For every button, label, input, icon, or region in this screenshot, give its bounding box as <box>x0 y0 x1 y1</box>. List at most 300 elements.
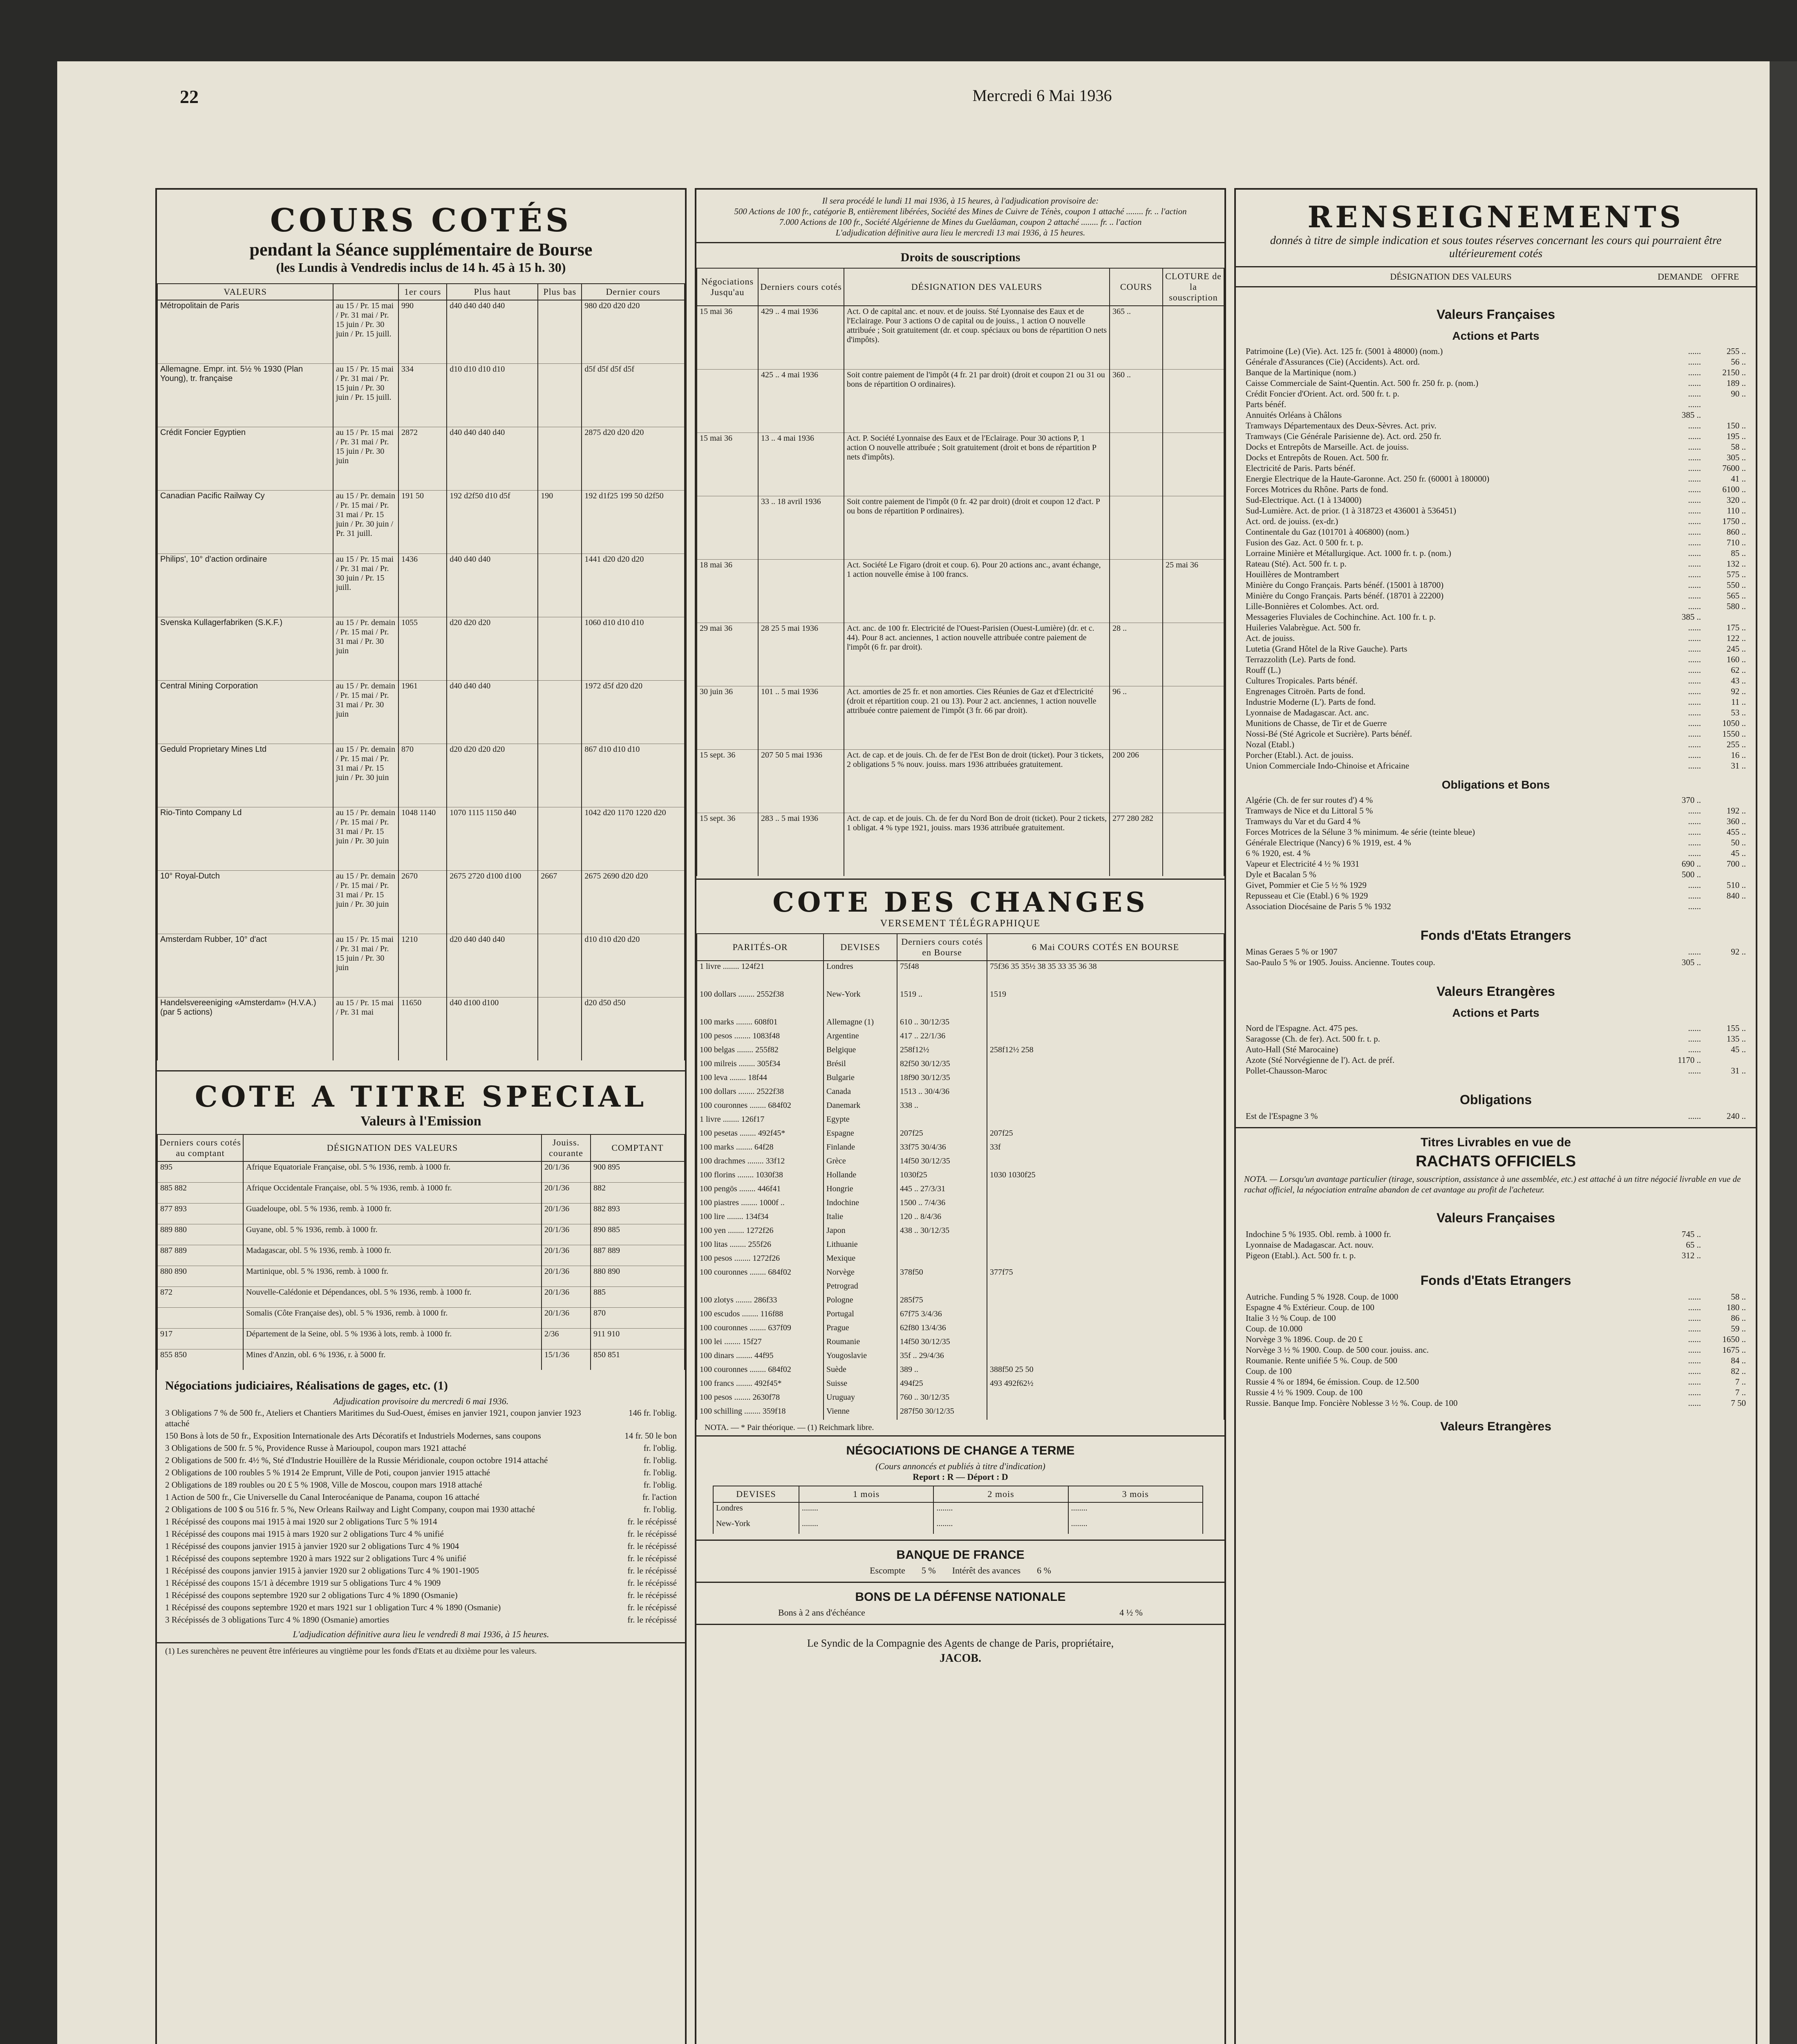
item-demande: ...... <box>1688 633 1701 643</box>
cell-dernier: 610 .. 30/12/35 <box>897 1017 987 1031</box>
cell-high: d20 d20 d20 <box>447 617 538 681</box>
cell-parite: 100 zlotys ........ 286f33 <box>697 1295 824 1309</box>
cell-name: Act. de cap. et de jouis. Ch. de fer de l'Est Bon de droit (ticket). Pour 3 tickets, 2 obligations 5 % nouv. jouiss. mars 1936 attribuées gratuitement. <box>844 750 1110 813</box>
item-demande: 385 .. <box>1681 410 1701 420</box>
item-demande: ...... <box>1688 559 1701 569</box>
note-line: Il sera procédé le lundi 11 mai 1936, à 15 heures, à l'adjudication provisoire de: <box>822 196 1099 206</box>
item-offre: 92 .. <box>1731 686 1746 696</box>
cell-dernier: 62f80 13/4/36 <box>897 1322 987 1336</box>
col-header: DÉSIGNATION DES VALEURS <box>844 268 1110 306</box>
col-header: CLOTURE de la souscription <box>1163 268 1224 306</box>
cell-m2: ........ <box>933 1502 1068 1518</box>
table-row <box>157 554 685 617</box>
list-item <box>1246 1044 1746 1055</box>
item-name: Repusseau et Cie (Etabl.) 6 % 1929 <box>1246 891 1368 901</box>
item-offre: 11 .. <box>1731 697 1746 707</box>
escompte-value: 5 % <box>921 1565 936 1576</box>
item-offre <box>1701 1055 1746 1065</box>
item-offre: 58 .. <box>1731 1292 1746 1302</box>
cell-cloture <box>1163 370 1224 433</box>
item-name: Industrie Moderne (L'). Parts de fond. <box>1246 697 1376 707</box>
adjudication-note <box>696 190 1224 240</box>
list-item <box>1246 601 1746 612</box>
list-item <box>157 1430 685 1442</box>
cell-dernier: 14f50 30/12/35 <box>897 1336 987 1350</box>
item-name: Lyonnaise de Madagascar. Act. nouv. <box>1246 1240 1374 1250</box>
table-row <box>697 1197 1224 1211</box>
cell-cours <box>987 1406 1224 1420</box>
cell-cloture <box>1163 623 1224 686</box>
cell-cours <box>987 1197 1224 1211</box>
item-name: Russie 4 % or 1894, 6e émission. Coup. de 12.500 <box>1246 1377 1419 1387</box>
item-demande: ...... <box>1688 901 1701 911</box>
col-header: Négociations Jusqu'au <box>697 268 758 306</box>
list-item <box>1246 1250 1746 1261</box>
cell-last: 192 d1f25 199 50 d2f50 <box>582 491 685 554</box>
table-row <box>697 496 1224 560</box>
list-item <box>1246 346 1746 356</box>
col-header: DEVISES <box>713 1486 799 1502</box>
table-row <box>157 1349 685 1370</box>
item-text: 1 Récépissé des coupons 15/1 à décembre 1919 sur 5 obligations Turc 4 % 1909 <box>165 1578 441 1588</box>
item-offre: 255 .. <box>1726 740 1746 749</box>
item-demande: ...... <box>1688 1044 1701 1054</box>
item-name: Messageries Fluviales de Cochinchine. Act. 100 fr. t. p. <box>1246 612 1436 622</box>
list-item <box>1246 890 1746 901</box>
cell-low: 190 <box>538 491 582 554</box>
cell-cours: 493 492f62½ <box>987 1378 1224 1392</box>
cell-last: 28 25 5 mai 1936 <box>758 623 844 686</box>
item-demande: ...... <box>1688 346 1701 356</box>
table-row <box>697 1211 1224 1225</box>
item-demande: ...... <box>1688 1398 1701 1408</box>
item-demande: 500 .. <box>1681 870 1701 879</box>
cell-cours: 1519 <box>987 989 1224 1017</box>
cell-devise: Finlande <box>824 1142 897 1156</box>
cell-dernier <box>897 1281 987 1295</box>
table-row <box>697 1142 1224 1156</box>
item-demande: ...... <box>1688 591 1701 601</box>
cell-last: 1972 d5f d20 d20 <box>582 681 685 744</box>
item-offre: 6100 .. <box>1722 484 1746 494</box>
cell-dernier: 67f75 3/4/36 <box>897 1309 987 1322</box>
item-name: Norvège 3 ½ % 1900. Coup. de 500 cour. jouiss. anc. <box>1246 1345 1429 1355</box>
item-name: Electricité de Paris. Parts bénéf. <box>1246 463 1356 473</box>
item-offre: 132 .. <box>1726 559 1746 569</box>
table-row <box>697 989 1224 1017</box>
cell-parite: 100 marks ........ 608f01 <box>697 1017 824 1031</box>
list-item <box>1246 420 1746 431</box>
item-demande: 1170 .. <box>1678 1055 1701 1065</box>
cell-devise: New-York <box>824 989 897 1017</box>
item-demande: ...... <box>1688 506 1701 515</box>
item-demande: ...... <box>1688 1356 1701 1365</box>
item-name: Sud-Lumière. Act. de prior. (1 à 318723 et 436001 à 536451) <box>1246 506 1456 515</box>
cote-special-subtitle: Valeurs à l'Emission <box>360 1114 481 1129</box>
cell-m3: ........ <box>1068 1518 1203 1534</box>
bons-title: BONS DE LA DÉFENSE NATIONALE <box>855 1590 1066 1604</box>
cell-parite: 100 milreis ........ 305f34 <box>697 1058 824 1072</box>
cell-cours: 258f12½ 258 <box>987 1044 1224 1058</box>
cell-last: 33 .. 18 avril 1936 <box>758 496 844 560</box>
cell-first: 191 50 <box>398 491 447 554</box>
item-name: Minière du Congo Français. Parts bénéf. (15001 à 18700) <box>1246 580 1444 590</box>
cell-devise: Mexique <box>824 1253 897 1267</box>
item-offre: 840 .. <box>1726 891 1746 901</box>
col-header: Derniers cours cotés en Bourse <box>897 934 987 961</box>
rachats-note: NOTA. — Lorsqu'un avantage particulier (tirage, souscription, assistance à une assemblée, etc.) est attaché à un titre négocié livrable en vue de rachat officiel, la négociation entraîne abandon de cet avantage au profit de l'acheteur. <box>1244 1174 1741 1195</box>
list-item <box>1246 837 1746 848</box>
item-demande: ...... <box>1688 548 1701 558</box>
list-item <box>1246 505 1746 516</box>
item-offre: 189 .. <box>1726 378 1746 388</box>
item-offre <box>1701 957 1746 968</box>
list-item <box>1246 590 1746 601</box>
item-offre <box>1701 399 1746 410</box>
item-name: Nozal (Etabl.) <box>1246 740 1294 749</box>
item-text: 2 Obligations de 100 $ ou 516 fr. 5 %, New Orleans Railway and Light Company, coupon mai 1930 attaché <box>165 1504 535 1514</box>
cell-m1: ........ <box>799 1502 933 1518</box>
cell-name: Afrique Occidentale Française, obl. 5 % 1936, remb. à 1000 fr. <box>243 1183 542 1204</box>
item-name: Autriche. Funding 5 % 1928. Coup. de 1000 <box>1246 1292 1399 1302</box>
cell-first: 334 <box>398 364 447 427</box>
cell-cours: 28 .. <box>1110 623 1163 686</box>
item-demande: ...... <box>1688 740 1701 749</box>
table-row <box>713 1502 1203 1518</box>
cell-parite: 100 leva ........ 18f44 <box>697 1072 824 1086</box>
item-name: Saragosse (Ch. de fer). Act. 500 fr. t. p. <box>1246 1034 1380 1044</box>
cell-terms: au 15 / Pr. 15 mai / Pr. 31 mai / Pr. 15 juin / Pr. 30 juin <box>333 427 398 491</box>
list-item <box>157 1479 685 1491</box>
negociations-intro: Adjudication provisoire du mercredi 6 mai 1936. <box>333 1396 509 1406</box>
table-row <box>697 1114 1224 1128</box>
list-item <box>1246 1398 1746 1408</box>
cell-cloture <box>1163 686 1224 750</box>
cell-terms: au 15 / Pr. demain / Pr. 15 mai / Pr. 31 mai / Pr. 15 juin / Pr. 30 juin <box>333 871 398 934</box>
item-text: 3 Obligations 7 % de 500 fr., Ateliers et Chantiers Maritimes du Sud-Ouest, émises en janvier 1921, coupon janvier 1923 attaché <box>165 1408 581 1428</box>
cell-terms: au 15 / Pr. demain / Pr. 15 mai / Pr. 31 mai / Pr. 15 juin / Pr. 30 juin / Pr. 31 juill. <box>333 491 398 554</box>
item-demande: ...... <box>1688 357 1701 367</box>
item-text: 1 Action de 500 fr., Cie Universelle du Canal Interocéanique de Panama, coupon 16 attaché <box>165 1492 480 1502</box>
item-demande: ...... <box>1688 947 1701 957</box>
cell-dernier <box>897 1239 987 1253</box>
cell-cours <box>987 1392 1224 1406</box>
cell-parite: 100 escudos ........ 116f88 <box>697 1309 824 1322</box>
cell-high: d20 d20 d20 d20 <box>447 744 538 807</box>
item-text: 150 Bons à lots de 50 fr., Exposition Internationale des Arts Décoratifs et Industriels Modernes, sans coupons <box>165 1431 541 1441</box>
item-text: 2 Obligations de 100 roubles 5 % 1914 2e Emprunt, Ville de Poti, coupon janvier 1915 attaché <box>165 1468 490 1477</box>
item-name: Italie 3 ½ % Coup. de 100 <box>1246 1313 1336 1323</box>
item-name: Act. ord. de jouiss. (ex-dr.) <box>1246 516 1338 526</box>
item-name: Docks et Entrepôts de Rouen. Act. 500 fr. <box>1246 453 1389 462</box>
cell-devise: Canada <box>824 1086 897 1100</box>
list-item <box>1246 739 1746 750</box>
cell-dernier <box>897 1114 987 1128</box>
item-text: 1 Récépissé des coupons septembre 1920 et mars 1921 sur 1 obligation Turc 4 % 1890 (Osmanie) <box>165 1602 501 1612</box>
cell-cloture <box>1163 306 1224 370</box>
item-offre: 86 .. <box>1731 1313 1746 1323</box>
cell-high: d10 d10 d10 d10 <box>447 364 538 427</box>
list-item <box>157 1528 685 1540</box>
cell-parite: 1 livre ........ 126f17 <box>697 1114 824 1128</box>
item-demande: ...... <box>1688 718 1701 728</box>
cell-parite: 100 piastres ........ 1000f .. <box>697 1197 824 1211</box>
cell-dernier: 35f .. 29/4/36 <box>897 1350 987 1364</box>
cell-high: d40 d40 d40 d40 <box>447 427 538 491</box>
cell-dernier: 1500 .. 7/4/36 <box>897 1197 987 1211</box>
item-name: Lyonnaise de Madagascar. Act. anc. <box>1246 708 1369 717</box>
cell-cours: 360 .. <box>1110 370 1163 433</box>
list-item <box>1246 665 1746 675</box>
list-item <box>157 1540 685 1552</box>
item-name: Union Commerciale Indo-Chinoise et Africaine <box>1246 761 1410 771</box>
cell-low <box>538 681 582 744</box>
list-item <box>1246 946 1746 957</box>
list-item <box>1246 495 1746 505</box>
cell-terms: au 15 / Pr. 15 mai / Pr. 31 mai <box>333 997 398 1061</box>
item-offre: 62 .. <box>1731 665 1746 675</box>
item-demande: ...... <box>1688 378 1701 388</box>
item-offre: 56 .. <box>1731 357 1746 367</box>
list-item <box>1246 388 1746 399</box>
item-offre: 320 .. <box>1726 495 1746 505</box>
item-demande: ...... <box>1688 654 1701 664</box>
item-offre: 53 .. <box>1731 708 1746 717</box>
cell-last: 917 <box>157 1329 243 1349</box>
cell-cours: 75f36 35 35½ 38 35 33 35 36 38 <box>987 961 1224 989</box>
item-offre: 110 .. <box>1727 506 1746 515</box>
cell-name: Nouvelle-Calédonie et Dépendances, obl. 5 % 1936, remb. à 1000 fr. <box>243 1287 542 1308</box>
list-item <box>1246 410 1746 420</box>
cell-cours: 388f50 25 50 <box>987 1364 1224 1378</box>
list-item <box>1246 452 1746 463</box>
item-name: Tramways de Nice et du Littoral 5 % <box>1246 806 1373 816</box>
cell-cloture <box>1163 433 1224 496</box>
col-header: DÉSIGNATION DES VALEURS <box>243 1134 542 1161</box>
item-offre: 1675 .. <box>1722 1345 1746 1355</box>
table-row <box>157 997 685 1061</box>
item-name: Parts bénéf. <box>1246 399 1287 409</box>
cell-dernier <box>897 1253 987 1267</box>
table-row <box>697 1336 1224 1350</box>
item-offre <box>1701 901 1746 912</box>
list-item <box>1246 1065 1746 1076</box>
cell-cpt: 882 893 <box>591 1204 685 1224</box>
list-item <box>157 1466 685 1479</box>
item-demande: ...... <box>1688 644 1701 654</box>
change-terme-title: NÉGOCIATIONS DE CHANGE A TERME <box>846 1444 1075 1457</box>
col-header: OFFRE <box>1711 271 1739 282</box>
item-offre: 510 .. <box>1726 880 1746 890</box>
table-row <box>697 1031 1224 1044</box>
list-item <box>1246 697 1746 707</box>
table-row <box>157 1266 685 1287</box>
list-item <box>1246 1033 1746 1044</box>
col-header: DÉSIGNATION DES VALEURS <box>1390 271 1512 282</box>
item-name: Tramways du Var et du Gard 4 % <box>1246 816 1361 826</box>
cell-parite: 100 pesos ........ 2630f78 <box>697 1392 824 1406</box>
item-name: Lorraine Minière et Métallurgique. Act. 1000 fr. t. p. (nom.) <box>1246 548 1451 558</box>
item-text: 1 Récépissé des coupons septembre 1920 à mars 1922 sur 2 obligations Turc 4 % unifié <box>165 1553 466 1563</box>
item-demande: 385 .. <box>1681 612 1701 622</box>
item-name: Minas Geraes 5 % or 1907 <box>1246 947 1338 957</box>
cell-devise: Argentine <box>824 1031 897 1044</box>
cell-cours: 365 .. <box>1110 306 1163 370</box>
cell-terms: au 15 / Pr. 15 mai / Pr. 31 mai / Pr. 15 juin / Pr. 30 juin / Pr. 15 juill. <box>333 300 398 364</box>
cell-cours: 96 .. <box>1110 686 1163 750</box>
item-demande: ...... <box>1688 516 1701 526</box>
cell-high: 2675 2720 d100 d100 <box>447 871 538 934</box>
item-demande: ...... <box>1688 750 1701 760</box>
cell-low <box>538 807 582 871</box>
item-price: 14 fr. 50 le bon <box>624 1431 677 1441</box>
list-item <box>1246 367 1746 378</box>
item-offre: 7 .. <box>1735 1387 1746 1397</box>
cell-terms: au 15 / Pr. demain / Pr. 15 mai / Pr. 31 mai / Pr. 15 juin / Pr. 30 juin <box>333 744 398 807</box>
item-price: fr. l'oblig. <box>643 1480 677 1490</box>
cell-name: Act. Société Le Figaro (droit et coup. 6). Pour 20 actions anc., avant échange, 1 action nouvelle émise à 100 francs. <box>844 560 1110 623</box>
cell-last: 429 .. 4 mai 1936 <box>758 306 844 370</box>
renseignements-header <box>1236 266 1756 287</box>
cell-devise: Londres <box>713 1502 799 1518</box>
list-item <box>1246 1355 1746 1366</box>
table-row <box>697 1225 1224 1239</box>
table-row <box>697 813 1224 876</box>
item-name: Générale Electrique (Nancy) 6 % 1919, est. 4 % <box>1246 838 1411 847</box>
cell-cpt: 887 889 <box>591 1245 685 1266</box>
list-item <box>157 1454 685 1466</box>
list-item <box>1246 848 1746 858</box>
list-item <box>1246 880 1746 890</box>
item-offre: 360 .. <box>1726 816 1746 826</box>
item-text: 1 Récépissé des coupons mai 1915 à mai 1920 sur 2 obligations Turc 5 % 1914 <box>165 1517 437 1526</box>
item-demande: ...... <box>1688 848 1701 858</box>
cell-devise: Suisse <box>824 1378 897 1392</box>
cell-last: 13 .. 4 mai 1936 <box>758 433 844 496</box>
item-name: Coup. de 10.000 <box>1246 1324 1302 1334</box>
item-price: fr. le récépissé <box>627 1566 677 1576</box>
cell-m1: ........ <box>799 1518 933 1534</box>
item-demande: ...... <box>1688 708 1701 717</box>
list-item <box>157 1407 685 1430</box>
cell-date <box>697 496 758 560</box>
col-header: DEVISES <box>824 934 897 961</box>
table-row <box>157 871 685 934</box>
item-offre: 150 .. <box>1726 421 1746 430</box>
list-item <box>1246 431 1746 442</box>
section-subtitle: Obligations et Bons <box>1441 778 1550 791</box>
list-item <box>157 1564 685 1577</box>
table-row <box>697 961 1224 989</box>
cell-cpt: 885 <box>591 1287 685 1308</box>
cell-devise: Petrograd <box>824 1281 897 1295</box>
cell-last <box>758 560 844 623</box>
list-item <box>1246 869 1746 880</box>
table-row <box>157 1204 685 1224</box>
cell-date: 15 mai 36 <box>697 306 758 370</box>
cell-cours <box>987 1336 1224 1350</box>
item-name: Tramways Départementaux des Deux-Sèvres. Act. priv. <box>1246 421 1437 430</box>
item-demande: ...... <box>1688 1034 1701 1044</box>
item-name: Huileries Valabrègue. Act. 500 fr. <box>1246 623 1361 632</box>
cell-n: Canadian Pacific Railway Cy <box>157 491 333 554</box>
item-name: Pollet-Chausson-Maroc <box>1246 1066 1327 1076</box>
cell-n: Central Mining Corporation <box>157 681 333 744</box>
table-row <box>157 491 685 554</box>
list-item <box>1246 686 1746 697</box>
item-price: fr. l'oblig. <box>643 1455 677 1465</box>
cell-low <box>538 427 582 491</box>
section-subtitle: Actions et Parts <box>1452 329 1540 342</box>
item-demande: ...... <box>1688 729 1701 739</box>
cell-parite: 100 pesetas ........ 492f45* <box>697 1128 824 1142</box>
table-row <box>697 1044 1224 1058</box>
item-demande: ...... <box>1688 1377 1701 1387</box>
cell-cours <box>987 1086 1224 1100</box>
avances-label: Intérêt des avances <box>952 1565 1021 1576</box>
list-item <box>1246 1366 1746 1376</box>
item-offre: 1750 .. <box>1722 516 1746 526</box>
cell-n: Geduld Proprietary Mines Ltd <box>157 744 333 807</box>
cell-dernier: 33f75 30/4/36 <box>897 1142 987 1156</box>
item-offre: 16 .. <box>1731 750 1746 760</box>
item-demande: ...... <box>1688 623 1701 632</box>
changes-title: COTE DES CHANGES <box>772 886 1148 918</box>
list-item <box>1246 1334 1746 1345</box>
droits-title: Droits de souscriptions <box>900 251 1020 264</box>
item-name: Rateau (Sté). Act. 500 fr. t. p. <box>1246 559 1347 569</box>
changes-table <box>696 933 1224 1420</box>
cell-cours: 200 206 <box>1110 750 1163 813</box>
cell-first: 990 <box>398 300 447 364</box>
item-name: Porcher (Etabl.). Act. de jouiss. <box>1246 750 1354 760</box>
cell-cpt: 911 910 <box>591 1329 685 1349</box>
item-offre: 160 .. <box>1726 654 1746 664</box>
item-name: Sao-Paulo 5 % or 1905. Jouiss. Ancienne. Toutes coup. <box>1246 957 1435 967</box>
item-demande: ...... <box>1688 806 1701 816</box>
item-price: fr. l'action <box>642 1492 677 1502</box>
cell-devise: Vienne <box>824 1406 897 1420</box>
cell-last: 895 <box>157 1161 243 1183</box>
cell-cours: 1030 1030f25 <box>987 1170 1224 1183</box>
cell-last: 1441 d20 d20 d20 <box>582 554 685 617</box>
item-offre: 85 .. <box>1731 548 1746 558</box>
list-item <box>1246 957 1746 968</box>
note-line: 500 Actions de 100 fr., catégorie B, entièrement libérées, Société des Mines de Cuivre de Ténès, coupon 1 attaché ........ fr. .. l'action <box>734 206 1187 216</box>
item-demande: 65 .. <box>1686 1240 1701 1250</box>
list-item <box>1246 760 1746 771</box>
cell-cpt: 870 <box>591 1308 685 1329</box>
table-row <box>157 1183 685 1204</box>
section-title: Valeurs Françaises <box>1437 307 1555 322</box>
item-offre <box>1701 1229 1746 1239</box>
item-demande: 745 .. <box>1681 1229 1701 1239</box>
list-item <box>157 1503 685 1515</box>
table-row <box>697 1392 1224 1406</box>
cell-cours <box>987 1100 1224 1114</box>
cell-devise: Hollande <box>824 1170 897 1183</box>
cell-n: Handelsvereeniging «Amsterdam» (H.V.A.) (par 5 actions) <box>157 997 333 1061</box>
item-text: 2 Obligations de 500 fr. 4½ %, Sté d'Industrie Houillère de la Russie Méridionale, coupon octobre 1914 attaché <box>165 1455 548 1465</box>
table-row <box>697 1322 1224 1336</box>
item-name: Vapeur et Electricité 4 ½ % 1931 <box>1246 859 1360 869</box>
cell-cours <box>1110 433 1163 496</box>
changes-subtitle: VERSEMENT TÉLÉGRAPHIQUE <box>880 918 1041 929</box>
item-demande: ...... <box>1688 816 1701 826</box>
item-name: Caisse Commerciale de Saint-Quentin. Act. 500 fr. 250 fr. p. (nom.) <box>1246 378 1479 388</box>
cell-dernier: 338 .. <box>897 1100 987 1114</box>
cell-jouis: 20/1/36 <box>542 1204 591 1224</box>
